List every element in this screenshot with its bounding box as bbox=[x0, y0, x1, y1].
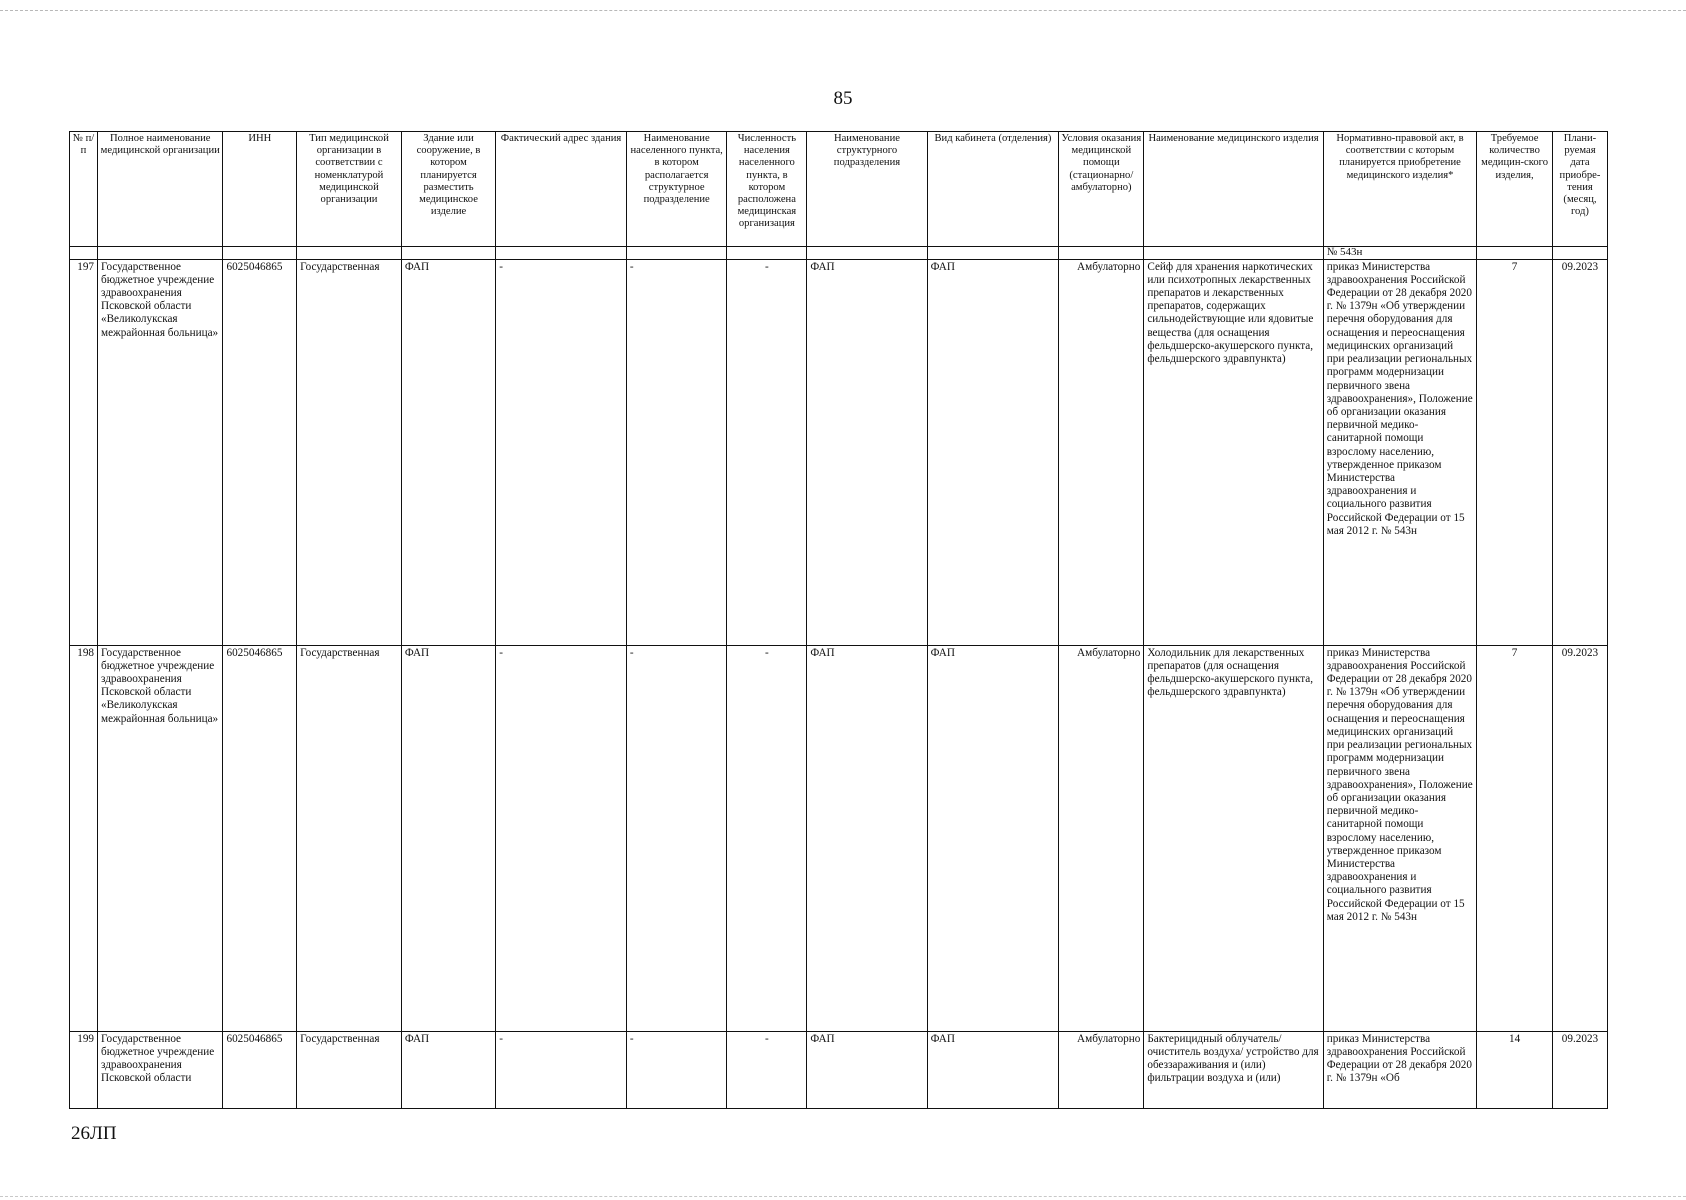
header-cell-cabinet: Вид кабинета (отделения) bbox=[927, 132, 1059, 247]
org-name-cell: Государственное бюджетное учреждение здравоохранения Псковской области «Великолукская межрайонная больница» bbox=[98, 259, 223, 645]
continuation-cell bbox=[1477, 247, 1553, 260]
inn-cell: 6025046865 bbox=[223, 259, 297, 645]
device-cell: Сейф для хранения наркотических или психотропных лекарственных препаратов и лекарственных препаратов, содержащих сильнодействующие или ядовитые вещества (для оснащения фельдшерско-акушерского пункта, фельдшерского здравпункта) bbox=[1144, 259, 1323, 645]
act-cell: приказ Министерства здравоохранения Российской Федерации от 28 декабря 2020 г. № 1379н «Об утверждении перечня оборудования для оснащения и переоснащения медицинских организаций при реализации региональных программ модернизации первичного звена здравоохранения», Положение об организации оказания первичной медико-санитарной помощи взрослому населению, утвержденное приказом Министерства здравоохранения и социального развития Российской Федерации от 15 мая 2012 г. № 543н bbox=[1323, 259, 1476, 645]
quantity-cell: 14 bbox=[1477, 1031, 1553, 1108]
unit-cell: ФАП bbox=[807, 259, 927, 645]
building-cell: ФАП bbox=[401, 645, 495, 1031]
org-name-cell: Государственное бюджетное учреждение здравоохранения Псковской области «Великолукская межрайонная больница» bbox=[98, 645, 223, 1031]
inn-cell: 6025046865 bbox=[223, 645, 297, 1031]
header-cell-type: Тип медицинской организации в соответствии с номенклатурой медицинской организации bbox=[297, 132, 402, 247]
address-cell: - bbox=[496, 1031, 627, 1108]
org-type-cell: Государственная bbox=[297, 1031, 402, 1108]
building-cell: ФАП bbox=[401, 259, 495, 645]
org-type-cell: Государственная bbox=[297, 259, 402, 645]
continuation-cell bbox=[401, 247, 495, 260]
population-cell: - bbox=[727, 1031, 807, 1108]
header-cell-population: Численность населения населенного пункта, в котором расположена медицинская организация bbox=[727, 132, 807, 247]
header-cell-device: Наименование медицинского изделия bbox=[1144, 132, 1323, 247]
conditions-cell: Амбулаторно bbox=[1059, 259, 1144, 645]
medical-devices-table bbox=[69, 131, 1608, 1109]
population-cell: - bbox=[727, 259, 807, 645]
device-cell: Бактерицидный облучатель/ очиститель воздуха/ устройство для обеззараживания и (или) фильтрации воздуха и (или) bbox=[1144, 1031, 1323, 1108]
table-row bbox=[70, 645, 1608, 1031]
continuation-row bbox=[70, 247, 1608, 260]
header-row bbox=[70, 132, 1608, 247]
date-cell: 09.2023 bbox=[1552, 1031, 1607, 1108]
scan-edge-bottom bbox=[0, 1196, 1686, 1197]
page-number: 85 bbox=[833, 88, 853, 109]
address-cell: - bbox=[496, 645, 627, 1031]
settlement-cell: - bbox=[626, 1031, 727, 1108]
building-cell: ФАП bbox=[401, 1031, 495, 1108]
conditions-cell: Амбулаторно bbox=[1059, 1031, 1144, 1108]
continuation-cell bbox=[297, 247, 402, 260]
footer-code: 26ЛП bbox=[71, 1123, 117, 1144]
scan-edge-top bbox=[0, 10, 1686, 11]
continuation-act-cell: № 543н bbox=[1323, 247, 1476, 260]
row-number: 197 bbox=[70, 259, 98, 645]
settlement-cell: - bbox=[626, 645, 727, 1031]
quantity-cell: 7 bbox=[1477, 259, 1553, 645]
header-cell-unit: Наименование структурного подразделения bbox=[807, 132, 927, 247]
header-cell-conditions: Условия оказания медицинской помощи (стационарно/ амбулаторно) bbox=[1059, 132, 1144, 247]
continuation-cell bbox=[496, 247, 627, 260]
header-cell-num: № п/п bbox=[70, 132, 98, 247]
header-cell-org: Полное наименование медицинской организации bbox=[98, 132, 223, 247]
continuation-cell bbox=[70, 247, 98, 260]
inn-cell: 6025046865 bbox=[223, 1031, 297, 1108]
continuation-cell bbox=[927, 247, 1059, 260]
settlement-cell: - bbox=[626, 259, 727, 645]
continuation-cell bbox=[807, 247, 927, 260]
cabinet-cell: ФАП bbox=[927, 259, 1059, 645]
population-cell: - bbox=[727, 645, 807, 1031]
table-row bbox=[70, 1031, 1608, 1108]
continuation-cell bbox=[1144, 247, 1323, 260]
row-number: 198 bbox=[70, 645, 98, 1031]
header-cell-inn: ИНН bbox=[223, 132, 297, 247]
unit-cell: ФАП bbox=[807, 1031, 927, 1108]
address-cell: - bbox=[496, 259, 627, 645]
header-cell-building: Здание или сооружение, в котором планируется разместить медицинское изделие bbox=[401, 132, 495, 247]
table-row bbox=[70, 259, 1608, 645]
continuation-cell bbox=[98, 247, 223, 260]
org-type-cell: Государственная bbox=[297, 645, 402, 1031]
continuation-cell bbox=[626, 247, 727, 260]
act-cell: приказ Министерства здравоохранения Российской Федерации от 28 декабря 2020 г. № 1379н «Об bbox=[1323, 1031, 1476, 1108]
conditions-cell: Амбулаторно bbox=[1059, 645, 1144, 1031]
header-cell-settlement: Наименование населенного пункта, в котором располагается структурное подразделение bbox=[626, 132, 727, 247]
header-cell-date: Плани-руемая дата приобре-тения (месяц, год) bbox=[1552, 132, 1607, 247]
continuation-cell bbox=[1552, 247, 1607, 260]
date-cell: 09.2023 bbox=[1552, 645, 1607, 1031]
continuation-cell bbox=[727, 247, 807, 260]
header-cell-act: Нормативно-правовой акт, в соответствии с которым планируется приобретение медицинского изделия* bbox=[1323, 132, 1476, 247]
org-name-cell: Государственное бюджетное учреждение здравоохранения Псковской области bbox=[98, 1031, 223, 1108]
cabinet-cell: ФАП bbox=[927, 1031, 1059, 1108]
continuation-cell bbox=[223, 247, 297, 260]
continuation-cell bbox=[1059, 247, 1144, 260]
device-cell: Холодильник для лекарственных препаратов (для оснащения фельдшерско-акушерского пункта, фельдшерского здравпункта) bbox=[1144, 645, 1323, 1031]
cabinet-cell: ФАП bbox=[927, 645, 1059, 1031]
header-cell-address: Фактический адрес здания bbox=[496, 132, 627, 247]
quantity-cell: 7 bbox=[1477, 645, 1553, 1031]
act-cell: приказ Министерства здравоохранения Российской Федерации от 28 декабря 2020 г. № 1379н «Об утверждении перечня оборудования для оснащения и переоснащения медицинских организаций при реализации региональных программ модернизации первичного звена здравоохранения», Положение об организации оказания первичной медико-санитарной помощи взрослому населению, утвержденное приказом Министерства здравоохранения и социального развития Российской Федерации от 15 мая 2012 г. № 543н bbox=[1323, 645, 1476, 1031]
unit-cell: ФАП bbox=[807, 645, 927, 1031]
header-cell-qty: Требуемое количество медицин-ского изделия, bbox=[1477, 132, 1553, 247]
row-number: 199 bbox=[70, 1031, 98, 1108]
date-cell: 09.2023 bbox=[1552, 259, 1607, 645]
